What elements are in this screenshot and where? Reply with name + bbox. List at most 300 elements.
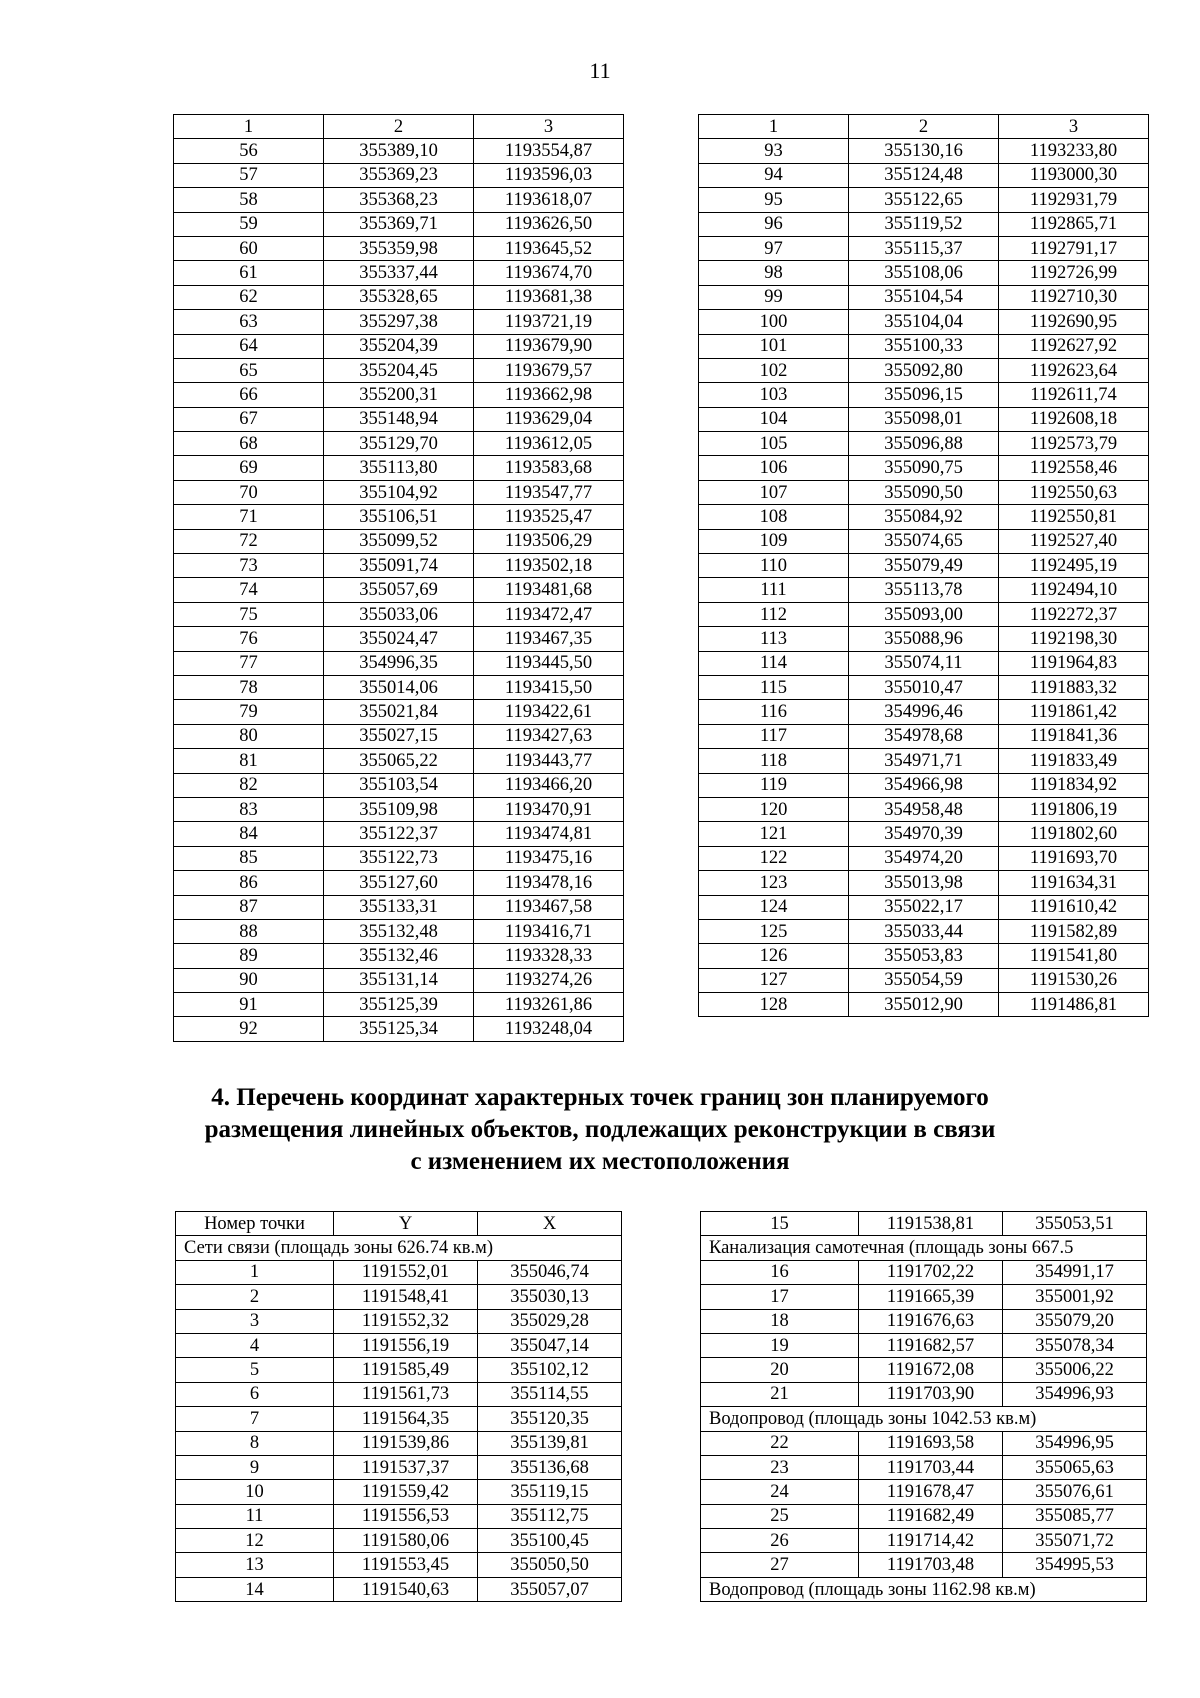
table-cell: 355297,38 [324,310,474,334]
table-cell: 1193645,52 [474,236,624,260]
table-row [174,749,624,773]
table-cell: 13 [176,1553,334,1577]
table-cell: 1 [699,115,849,139]
table-cell: 103 [699,383,849,407]
table-cell: 1192527,40 [999,529,1149,553]
table-row [174,554,624,578]
table-row [699,993,1149,1017]
table-cell: 2 [849,115,999,139]
table-cell: 81 [174,749,324,773]
coordinates-table-top-left [173,114,624,1042]
table-cell: 1193596,03 [474,163,624,187]
table-row [699,846,1149,870]
table-cell: 1193583,68 [474,456,624,480]
table-row [174,261,624,285]
page-number: 11 [589,58,611,83]
table-row [176,1358,622,1382]
table-cell: 1191537,37 [334,1455,478,1479]
table-cell: 128 [699,993,849,1017]
table-cell: 70 [174,480,324,504]
table-cell: 355104,54 [849,285,999,309]
table-cell: 355122,37 [324,822,474,846]
section-heading [0,1082,1200,1178]
table-cell: 355133,31 [324,895,474,919]
table-row [176,1504,622,1528]
table-cell: 355096,88 [849,432,999,456]
table-row [699,212,1149,236]
table-cell: 354995,53 [1003,1553,1147,1577]
table-row [176,1285,622,1309]
table-cell: 1191610,42 [999,895,1149,919]
table-cell: 355092,80 [849,358,999,382]
table-cell: 1192627,92 [999,334,1149,358]
table-cell: 117 [699,724,849,748]
table-cell: 71 [174,505,324,529]
table-cell: 88 [174,919,324,943]
table-row [699,578,1149,602]
table-cell: 355090,75 [849,456,999,480]
table-row [176,1333,622,1357]
table-row [174,675,624,699]
table-cell: 1191703,44 [859,1455,1003,1479]
table-cell: 355071,72 [1003,1529,1147,1553]
table-cell: 355122,73 [324,846,474,870]
table-cell: 102 [699,358,849,382]
table-cell: 87 [174,895,324,919]
table-cell: 1191802,60 [999,822,1149,846]
table-cell: 69 [174,456,324,480]
table-cell: 1193467,58 [474,895,624,919]
table-cell: 14 [176,1577,334,1601]
table-cell: 1191634,31 [999,871,1149,895]
table-cell: X [478,1212,622,1236]
table-cell: 1193415,50 [474,675,624,699]
table-cell: 91 [174,993,324,1017]
section-row [701,1577,1147,1601]
table-row [174,432,624,456]
table-cell: 355102,12 [478,1358,622,1382]
table-cell: 1191552,32 [334,1309,478,1333]
table-row [699,188,1149,212]
table-cell: 1192495,19 [999,554,1149,578]
table-row [174,797,624,821]
table-cell: 1193502,18 [474,554,624,578]
table-cell: 1191556,19 [334,1333,478,1357]
table-cell: 1192710,30 [999,285,1149,309]
table-cell: 1192608,18 [999,407,1149,431]
table-cell: 355074,65 [849,529,999,553]
table-cell: 1191834,92 [999,773,1149,797]
table-cell: 119 [699,773,849,797]
table-cell: 1193679,90 [474,334,624,358]
table-row [699,749,1149,773]
table-cell: 355014,06 [324,675,474,699]
table-row [174,310,624,334]
table-cell: 1193612,05 [474,432,624,456]
table-cell: 10 [176,1480,334,1504]
table-cell: 24 [701,1480,859,1504]
table-cell: 355200,31 [324,383,474,407]
table-cell: 1192550,63 [999,480,1149,504]
table-cell: 1191883,32 [999,675,1149,699]
table-cell: 355124,48 [849,163,999,187]
table-cell: 355033,44 [849,919,999,943]
table-cell: 1192611,74 [999,383,1149,407]
table-row [176,1480,622,1504]
table-row [174,993,624,1017]
table-cell: 1193248,04 [474,1017,624,1041]
table-cell: 1191539,86 [334,1431,478,1455]
table-cell: 63 [174,310,324,334]
table-cell: 355119,52 [849,212,999,236]
table-cell: 355204,45 [324,358,474,382]
table-cell: 115 [699,675,849,699]
table-cell: 355130,16 [849,139,999,163]
table-row [176,1260,622,1284]
section-row [701,1236,1147,1260]
table-cell: 1193547,77 [474,480,624,504]
table-cell: 2 [176,1285,334,1309]
table-cell: 1191693,70 [999,846,1149,870]
table-cell: 355100,45 [478,1529,622,1553]
table-cell: 23 [701,1455,859,1479]
table-row [174,724,624,748]
table-cell: 355027,15 [324,724,474,748]
table-cell: 355389,10 [324,139,474,163]
table-cell: 354971,71 [849,749,999,773]
table-cell: 1193674,70 [474,261,624,285]
table-cell: 6 [176,1382,334,1406]
table-cell: 1191552,01 [334,1260,478,1284]
table-row [174,578,624,602]
table-row [176,1382,622,1406]
table-cell: 355119,15 [478,1480,622,1504]
table-cell: 1192623,64 [999,358,1149,382]
table-row [174,383,624,407]
table-cell: 94 [699,163,849,187]
table-cell: 1193618,07 [474,188,624,212]
table-cell: 18 [701,1309,859,1333]
table-cell: 1191861,42 [999,700,1149,724]
table-row [701,1212,1147,1236]
table-cell: 1193626,50 [474,212,624,236]
table-cell: 1191714,42 [859,1529,1003,1553]
table-row [701,1285,1147,1309]
section-title: Сети связи (площадь зоны 626.74 кв.м) [176,1236,622,1260]
table-cell: 355108,06 [849,261,999,285]
table-cell: 1193554,87 [474,139,624,163]
table-cell: 355132,48 [324,919,474,943]
table-cell: 1 [174,115,324,139]
table-cell: 65 [174,358,324,382]
table-row [174,139,624,163]
table-row [699,700,1149,724]
section-title: Канализация самотечная (площадь зоны 667.5 [701,1236,1147,1260]
table-cell: 355106,51 [324,505,474,529]
table-row [174,334,624,358]
table-cell: 355085,77 [1003,1504,1147,1528]
table-cell: 107 [699,480,849,504]
table-cell: 355098,01 [849,407,999,431]
table-cell: 1191682,49 [859,1504,1003,1528]
table-cell: 355046,74 [478,1260,622,1284]
table-row [176,1553,622,1577]
table-cell: 354996,95 [1003,1431,1147,1455]
table-cell: 355127,60 [324,871,474,895]
table-row [701,1382,1147,1406]
table-cell: 120 [699,797,849,821]
table-row [699,797,1149,821]
table-cell: 1192791,17 [999,236,1149,260]
table-cell: 1191665,39 [859,1285,1003,1309]
table-cell: 1191702,22 [859,1260,1003,1284]
table-row [174,602,624,626]
table-cell: 1192550,81 [999,505,1149,529]
table-row [174,529,624,553]
table-cell: 1192573,79 [999,432,1149,456]
table-cell: 355029,28 [478,1309,622,1333]
table-cell: 1191582,89 [999,919,1149,943]
table-cell: 122 [699,846,849,870]
table-row [699,310,1149,334]
table-cell: 1191556,53 [334,1504,478,1528]
table-cell: 1191693,58 [859,1431,1003,1455]
table-cell: 355100,33 [849,334,999,358]
table-cell: 355010,47 [849,675,999,699]
table-cell: 1191548,41 [334,1285,478,1309]
table-cell: 1191841,36 [999,724,1149,748]
table-row [176,1431,622,1455]
table-row [701,1309,1147,1333]
table-cell: 1191585,49 [334,1358,478,1382]
table-cell: 355369,71 [324,212,474,236]
table-cell: 355136,68 [478,1455,622,1479]
table-cell: 1192272,37 [999,602,1149,626]
table-cell: 354996,35 [324,651,474,675]
table-row [699,480,1149,504]
table-cell: 1 [176,1260,334,1284]
table-header-row [176,1212,622,1236]
table-row [699,139,1149,163]
table-cell: 1193475,16 [474,846,624,870]
table-row [176,1309,622,1333]
table-cell: 4 [176,1333,334,1357]
table-cell: 355079,20 [1003,1309,1147,1333]
table-row [174,163,624,187]
table-row [174,871,624,895]
table-cell: 355122,65 [849,188,999,212]
table-row [174,627,624,651]
table-cell: 1192198,30 [999,627,1149,651]
table-cell: 1192865,71 [999,212,1149,236]
table-cell: 355053,51 [1003,1212,1147,1236]
table-cell: 1191559,42 [334,1480,478,1504]
table-row [174,968,624,992]
table-cell: 116 [699,700,849,724]
table-cell: 86 [174,871,324,895]
table-cell: 1193681,38 [474,285,624,309]
table-cell: 1193233,80 [999,139,1149,163]
table-cell: 25 [701,1504,859,1528]
table-cell: 127 [699,968,849,992]
table-cell: 73 [174,554,324,578]
table-cell: 355328,65 [324,285,474,309]
table-cell: 8 [176,1431,334,1455]
table-cell: 355091,74 [324,554,474,578]
table-cell: 355093,00 [849,602,999,626]
section-row [701,1407,1147,1431]
table-cell: 74 [174,578,324,602]
table-cell: 83 [174,797,324,821]
table-cell: 82 [174,773,324,797]
table-row [699,675,1149,699]
table-cell: 1193721,19 [474,310,624,334]
table-row [174,212,624,236]
table-cell: 1192690,95 [999,310,1149,334]
table-row [701,1431,1147,1455]
table-cell: 355099,52 [324,529,474,553]
table-row [701,1529,1147,1553]
heading-line: размещения линейных объектов, подлежащих реконструкции в связи [204,1116,996,1143]
table-cell: 84 [174,822,324,846]
table-cell: 110 [699,554,849,578]
table-row [176,1455,622,1479]
table-cell: 354966,98 [849,773,999,797]
table-cell: 92 [174,1017,324,1041]
table-cell: 17 [701,1285,859,1309]
table-cell: 22 [701,1431,859,1455]
table-cell: 1191541,80 [999,944,1149,968]
table-cell: 114 [699,651,849,675]
table-cell: 95 [699,188,849,212]
table-cell: 2 [324,115,474,139]
table-cell: 1191672,08 [859,1358,1003,1382]
table-row [699,968,1149,992]
table-cell: 1193328,33 [474,944,624,968]
table-row [699,944,1149,968]
table-cell: 1192494,10 [999,578,1149,602]
coordinates-table-top-right [698,114,1149,1017]
table-cell: 72 [174,529,324,553]
table-cell: 355024,47 [324,627,474,651]
table-cell: 59 [174,212,324,236]
table-cell: 355074,11 [849,651,999,675]
table-cell: 355096,15 [849,383,999,407]
table-cell: 1193662,98 [474,383,624,407]
table-cell: 355369,23 [324,163,474,187]
table-cell: 1193466,20 [474,773,624,797]
table-cell: 57 [174,163,324,187]
table-cell: 111 [699,578,849,602]
table-row [174,919,624,943]
table-cell: 355129,70 [324,432,474,456]
table-row [701,1480,1147,1504]
table-cell: 121 [699,822,849,846]
table-cell: 96 [699,212,849,236]
table-cell: 355033,06 [324,602,474,626]
table-cell: 355109,98 [324,797,474,821]
table-cell: 355139,81 [478,1431,622,1455]
table-cell: 1193467,35 [474,627,624,651]
table-cell: 1191703,48 [859,1553,1003,1577]
section-row [176,1236,622,1260]
table-cell: 89 [174,944,324,968]
table-row [174,700,624,724]
table-cell: 355113,78 [849,578,999,602]
table-row [699,627,1149,651]
table-cell: 1191703,90 [859,1382,1003,1406]
table-cell: 355104,04 [849,310,999,334]
table-row [176,1407,622,1431]
table-cell: 355057,07 [478,1577,622,1601]
table-cell: 355125,34 [324,1017,474,1041]
table-cell: 112 [699,602,849,626]
table-cell: 1193679,57 [474,358,624,382]
table-row [699,358,1149,382]
table-cell: 1191564,35 [334,1407,478,1431]
table-cell: 1193629,04 [474,407,624,431]
table-cell: 355021,84 [324,700,474,724]
table-cell: 1193261,86 [474,993,624,1017]
table-cell: 9 [176,1455,334,1479]
table-cell: 1191561,73 [334,1382,478,1406]
table-cell: 19 [701,1333,859,1357]
table-cell: 108 [699,505,849,529]
table-cell: 1193470,91 [474,797,624,821]
table-row [174,822,624,846]
table-row [701,1260,1147,1284]
table-cell: 109 [699,529,849,553]
table-cell: 1192931,79 [999,188,1149,212]
table-cell: 97 [699,236,849,260]
table-cell: 11 [176,1504,334,1528]
table-cell: 355131,14 [324,968,474,992]
table-cell: 56 [174,139,324,163]
table-row [699,505,1149,529]
table-cell: 355047,14 [478,1333,622,1357]
table-cell: 355148,94 [324,407,474,431]
table-row [699,407,1149,431]
table-row [174,236,624,260]
table-cell: 355132,46 [324,944,474,968]
table-row [699,432,1149,456]
table-cell: 355113,80 [324,456,474,480]
table-cell: 75 [174,602,324,626]
table-cell: 21 [701,1382,859,1406]
table-cell: 355125,39 [324,993,474,1017]
section-title: Водопровод (площадь зоны 1042.53 кв.м) [701,1407,1147,1431]
table-cell: 355090,50 [849,480,999,504]
table-cell: 1193474,81 [474,822,624,846]
table-cell: 1191530,26 [999,968,1149,992]
table-cell: 355065,63 [1003,1455,1147,1479]
table-cell: 98 [699,261,849,285]
table-cell: 123 [699,871,849,895]
table-cell: 355114,55 [478,1382,622,1406]
table-cell: 1191540,63 [334,1577,478,1601]
table-cell: 99 [699,285,849,309]
table-cell: 355053,83 [849,944,999,968]
table-cell: 62 [174,285,324,309]
table-cell: 1193000,30 [999,163,1149,187]
table-cell: 1193416,71 [474,919,624,943]
table-row [699,261,1149,285]
table-row [699,456,1149,480]
table-row [174,407,624,431]
table-row [699,651,1149,675]
table-cell: 1192726,99 [999,261,1149,285]
table-cell: 64 [174,334,324,358]
